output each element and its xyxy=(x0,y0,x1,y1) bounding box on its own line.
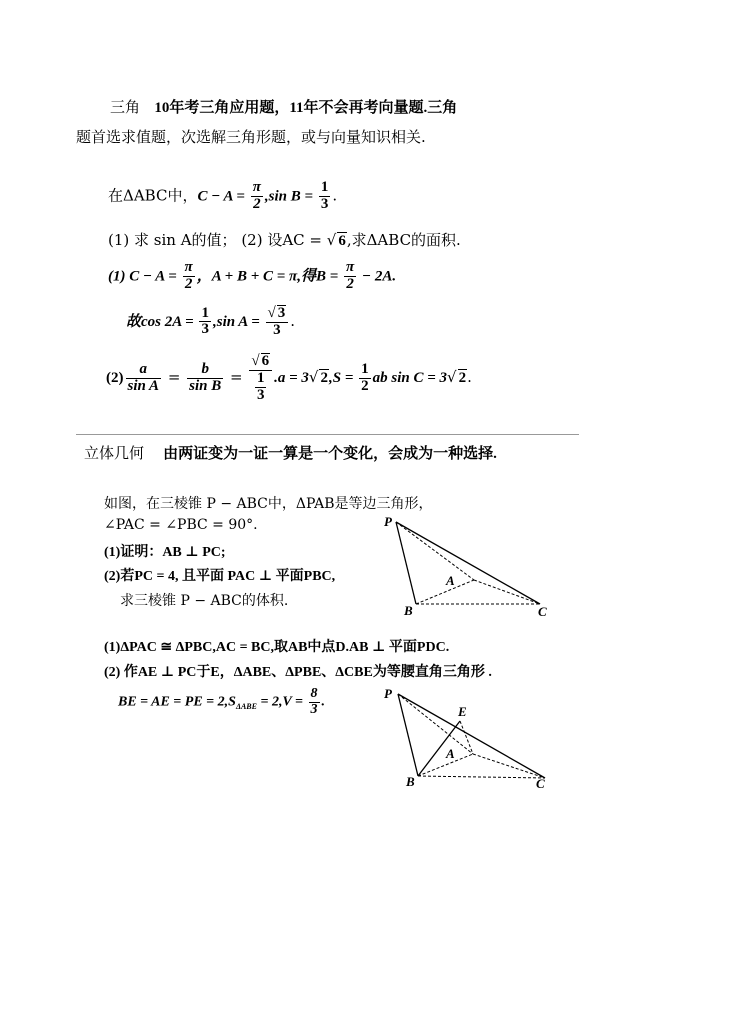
solution-line-1: (1)ΔPAC ≅ ΔPBC,AC = BC,取AB中点D.AB ⊥ 平面PDC. xyxy=(104,640,450,655)
fraction: $\frac{1}{3}$ xyxy=(201,304,209,338)
edge-pa xyxy=(398,694,473,754)
problem-line-5: 求三棱锥 P − ABC的体积. xyxy=(120,593,289,609)
edge-ac xyxy=(474,580,540,604)
trig-questions: (1) 求 sin A的值； (2) 设AC = √ 6,求ΔABC的面积. xyxy=(108,231,461,249)
section-divider xyxy=(76,434,579,435)
fraction: $\frac{a}{\text{sin A}}$ xyxy=(127,360,160,394)
intro-line-2: 题首选求值题，次选解三角形题，或与向量知识相关. xyxy=(76,128,426,146)
edge-pc xyxy=(396,522,540,604)
label-b: B xyxy=(404,603,413,618)
compound-fraction: $\frac{√ 6}{\frac{1}{3}}$ xyxy=(249,353,272,403)
trig-step-2: 故cos 2A = $\frac{1}{3}$ ,sin A = $\frac{√ 3}{3}$ . xyxy=(126,304,296,338)
pyramid-figure-2 xyxy=(380,686,555,792)
label-b: B xyxy=(406,774,415,789)
fraction: $\frac{\pi}{2}$ xyxy=(252,179,261,212)
problem-line-4: (2)若PC = 4, 且平面 PAC ⊥ 平面PBC, xyxy=(104,569,336,584)
label-a: A xyxy=(446,746,455,761)
sqrt-symbol: √ xyxy=(326,231,337,249)
pyramid-figure-1 xyxy=(378,512,553,622)
edge-pb xyxy=(398,694,418,776)
intro-topic: 三角 xyxy=(110,98,141,116)
label-c: C xyxy=(538,604,547,619)
trig-step-1: (1) C − A = $\frac{\pi}{2}$ ，A + B + C = π,得B = $\frac{\pi}{2}$ − 2A. xyxy=(108,259,397,292)
label-p: P xyxy=(384,686,392,701)
solid-heading: 立体几何 由两证变为一证一算是一个变化，会成为一种选择. xyxy=(84,444,497,462)
solution-line-2: (2) 作AE ⊥ PC于E，ΔABE、ΔPBE、ΔCBE为等腰直角三角形 . xyxy=(104,665,492,680)
problem-line-2: ∠PAC = ∠PBC = 90°. xyxy=(104,517,258,533)
fraction: $\frac{\pi}{2}$ xyxy=(184,259,193,292)
problem-line-3: (1)证明：AB ⊥ PC; xyxy=(104,545,226,560)
trig-given: 在ΔABC中，C − A = $\frac{\pi}{2}$ ,sin B = $\frac{1}{3}$ . xyxy=(108,179,338,212)
intro-text: 10年考三角应用题，11年不会再考向量题.三角 xyxy=(154,100,458,116)
label-p: P xyxy=(384,514,392,529)
fraction: $\frac{\pi}{2}$ xyxy=(346,259,355,292)
fraction: $\frac{1}{2}$ xyxy=(361,360,369,394)
edge-ab xyxy=(416,580,474,604)
edge-pc xyxy=(398,694,545,778)
label-a: A xyxy=(446,573,455,588)
problem-line-1: 如图，在三棱锥 P − ABC中，ΔPAB是等边三角形， xyxy=(104,496,433,512)
edge-bc xyxy=(418,776,545,778)
fraction: $\frac{1}{3}$ xyxy=(320,179,329,212)
trig-step-3: (2) $\frac{a}{\text{sin A}}$ = $\frac{b}{\text{sin B}}$ = $\frac{√ 6}{\frac{1}{3}}$ .a = 3√ 2,S = $\frac{1}{2}$ ab sin C = 3√ 2. xyxy=(106,353,472,403)
intro-line-1 xyxy=(110,96,457,117)
solution-line-3: BE = AE = PE = $2,S_{\Delta ABE} = 2,V$ = $\frac{8}{3}$ . xyxy=(118,686,326,717)
fraction: $\frac{√ 3}{3}$ xyxy=(266,305,289,339)
fraction: $\frac{8}{3}$ xyxy=(310,686,318,717)
label-c: C xyxy=(536,776,545,791)
label-e: E xyxy=(458,704,467,719)
fraction: $\frac{b}{\text{sin B}}$ xyxy=(189,360,222,394)
